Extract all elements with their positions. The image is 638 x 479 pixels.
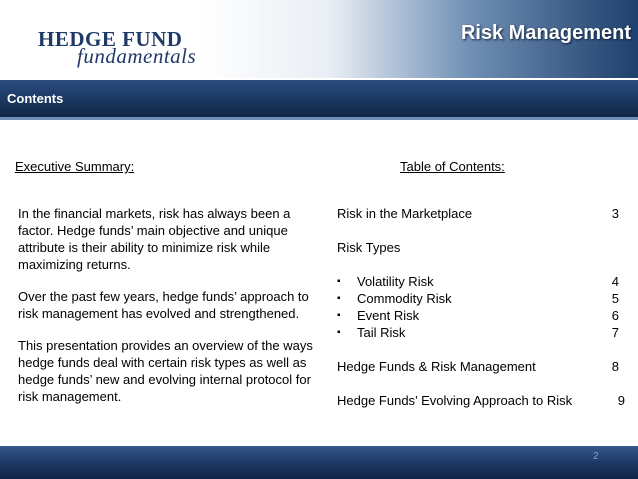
executive-summary-heading-text: Executive Summary: — [15, 159, 135, 174]
toc-item-label: Hedge Funds & Risk Management — [337, 359, 536, 374]
toc-row — [337, 205, 625, 222]
logo-wordmark-top: HEDGE FUND — [38, 27, 183, 51]
toc-heading — [400, 159, 505, 174]
toc-row — [337, 307, 625, 324]
toc-heading-text: Table of Contents: — [400, 159, 505, 174]
summary-paragraph: Over the past few years, hedge funds’ approach to risk management has evolved and strengthened. — [18, 289, 309, 321]
square-bullet-icon: ▪ — [337, 327, 341, 338]
toc-item-label: Event Risk — [357, 308, 420, 323]
slide-title: Risk Management — [460, 22, 631, 44]
square-bullet-icon: ▪ — [337, 293, 341, 304]
toc-page-number: 8 — [611, 359, 619, 374]
summary-paragraph: This presentation provides an overview of the ways hedge funds deal with certain risk types as well as hedge funds’ new and evolving internal protocol for risk management. — [18, 338, 313, 404]
section-band — [0, 80, 638, 117]
summary-paragraph: In the financial markets, risk has always been a factor. Hedge funds’ main objective and unique attribute is their ability to minimize risk while maximizing returns. — [18, 206, 291, 272]
toc-item-label: Commodity Risk — [357, 291, 452, 306]
toc-page-number: 9 — [617, 393, 625, 408]
slide-footer — [0, 446, 638, 479]
square-bullet-icon: ▪ — [337, 276, 341, 287]
toc-item-label: Volatility Risk — [357, 274, 434, 289]
toc-page-number: 3 — [611, 206, 619, 221]
toc-item-label: Risk in the Marketplace — [337, 206, 473, 221]
section-label: Contents — [7, 91, 64, 106]
toc-row — [337, 290, 625, 307]
toc-page-number: 4 — [611, 274, 619, 289]
toc-row — [337, 392, 625, 409]
executive-summary-body — [18, 205, 323, 420]
band-accent-line — [0, 117, 638, 120]
toc-page-number: 7 — [611, 325, 619, 340]
toc-item-label: Risk Types — [337, 240, 401, 255]
toc-item-label: Tail Risk — [357, 325, 406, 340]
toc-row — [337, 324, 625, 341]
square-bullet-icon: ▪ — [337, 310, 341, 321]
toc-page-number: 6 — [611, 308, 619, 323]
slide-header — [0, 0, 638, 78]
toc-page-number: 5 — [611, 291, 619, 306]
executive-summary-heading — [15, 159, 134, 174]
toc-row — [337, 358, 625, 375]
logo-wordmark-bottom: fundamentals — [77, 44, 197, 68]
slide-page-number: 2 — [593, 451, 599, 462]
toc-row — [337, 239, 625, 256]
toc-row — [337, 273, 625, 290]
toc-item-label: Hedge Funds’ Evolving Approach to Risk — [337, 393, 573, 408]
